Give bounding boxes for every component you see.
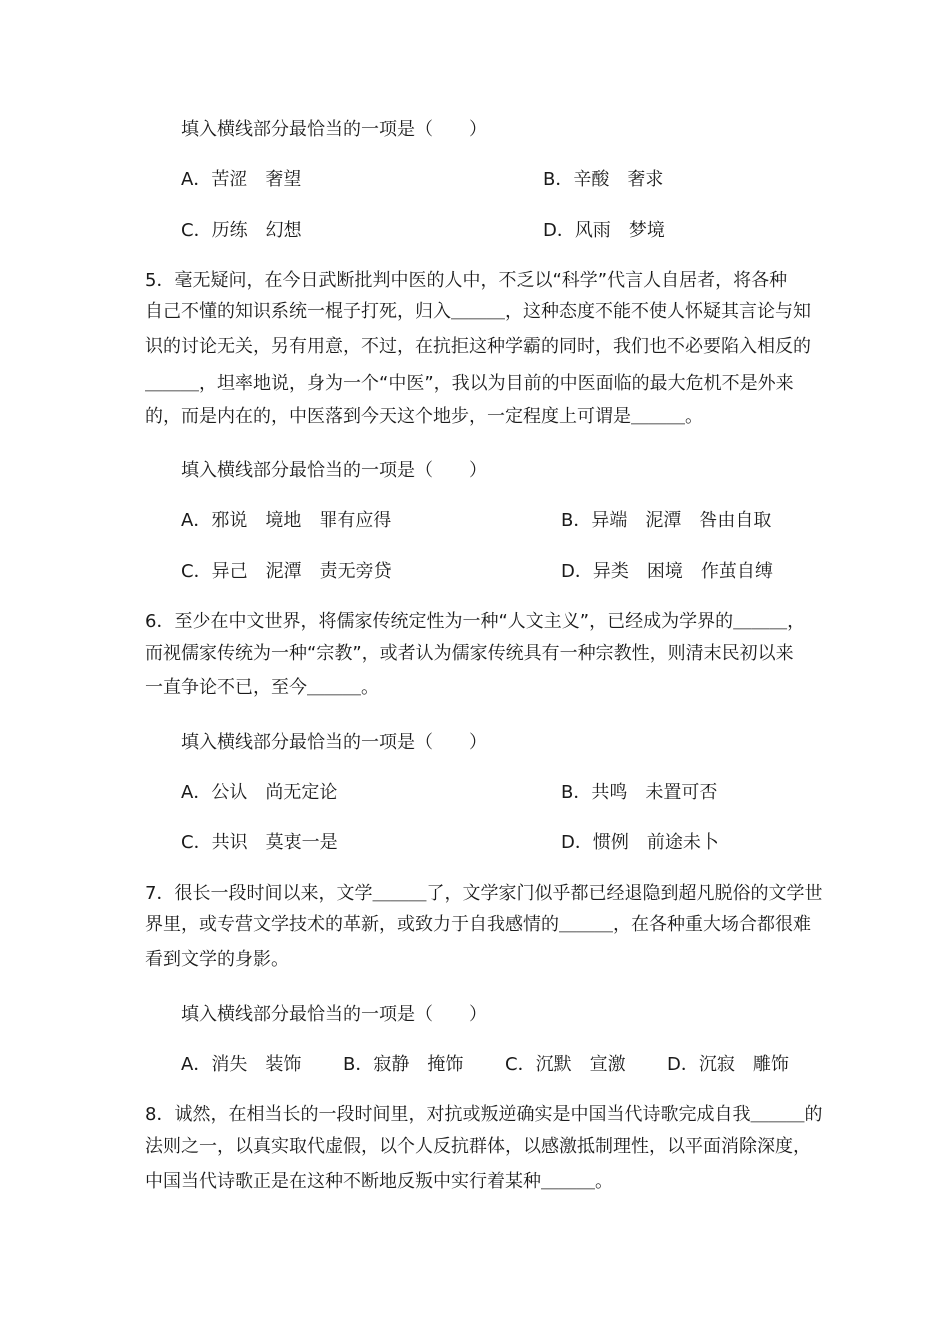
q6-option-d: D．惯例 前途未卜 (561, 832, 719, 853)
q7-option-a: A．消失 装饰 (181, 1054, 302, 1075)
q7-option-d: D．沉寂 雕饰 (667, 1054, 789, 1075)
q5-line-2: 自己不懂的知识系统一棍子打死，归入＿＿＿，这种态度不能不使人怀疑其言论与知 (145, 301, 811, 322)
q6-line-1: 6．至少在中文世界，将儒家传统定性为一种“人文主义”，已经成为学界的＿＿＿， (145, 611, 806, 632)
q5-line-5: 的，而是内在的，中医落到今天这个地步，一定程度上可谓是＿＿＿。 (145, 406, 703, 427)
q7-option-b: B．寂静 掩饰 (343, 1054, 464, 1075)
q4-option-c: C．历练 幻想 (181, 220, 302, 241)
q4-prompt: 填入横线部分最恰当的一项是（ ） (181, 119, 487, 140)
q6-option-a: A．公认 尚无定论 (181, 782, 338, 803)
q5-line-4: ＿＿＿，坦率地说，身为一个“中医”，我以为目前的中医面临的最大危机不是外来 (145, 373, 794, 394)
q5-option-a: A．邪说 境地 罪有应得 (181, 510, 392, 531)
q7-line-2: 界里，或专营文学技术的革新，或致力于自我感情的＿＿＿，在各种重大场合都很难 (145, 914, 811, 935)
q8-line-3: 中国当代诗歌正是在这种不断地反叛中实行着某种＿＿＿。 (145, 1171, 613, 1192)
q8-line-1: 8．诚然，在相当长的一段时间里，对抗或叛逆确实是中国当代诗歌完成自我＿＿＿的 (145, 1104, 823, 1125)
q7-prompt: 填入横线部分最恰当的一项是（ ） (181, 1004, 487, 1025)
q6-prompt: 填入横线部分最恰当的一项是（ ） (181, 732, 487, 753)
q7-line-1: 7．很长一段时间以来，文学＿＿＿了，文学家门似乎都已经退隐到超凡脱俗的文学世 (145, 883, 823, 904)
q5-option-c: C．异己 泥潭 责无旁贷 (181, 561, 392, 582)
q4-option-a: A．苦涩 奢望 (181, 169, 302, 190)
q5-option-d: D．异类 困境 作茧自缚 (561, 561, 773, 582)
q6-option-c: C．共识 莫衷一是 (181, 832, 338, 853)
q5-line-1: 5．毫无疑问，在今日武断批判中医的人中，不乏以“科学”代言人自居者，将各种 (145, 270, 788, 291)
q5-option-b: B．异端 泥潭 咎由自取 (561, 510, 772, 531)
q5-line-3: 识的讨论无关，另有用意，不过，在抗拒这种学霸的同时，我们也不必要陷入相反的 (145, 336, 811, 357)
q5-prompt: 填入横线部分最恰当的一项是（ ） (181, 460, 487, 481)
q8-line-2: 法则之一，以真实取代虚假，以个人反抗群体，以感激抵制理性，以平面消除深度， (145, 1136, 811, 1157)
q7-option-c: C．沉默 宣激 (505, 1054, 626, 1075)
q6-line-2: 而视儒家传统为一种“宗教”，或者认为儒家传统具有一种宗教性，则清末民初以来 (145, 643, 794, 664)
q7-line-3: 看到文学的身影。 (145, 949, 289, 970)
q6-line-3: 一直争论不已，至今＿＿＿。 (145, 677, 379, 698)
q4-option-b: B．辛酸 奢求 (543, 169, 664, 190)
q6-option-b: B．共鸣 未置可否 (561, 782, 718, 803)
q4-option-d: D．风雨 梦境 (543, 220, 665, 241)
